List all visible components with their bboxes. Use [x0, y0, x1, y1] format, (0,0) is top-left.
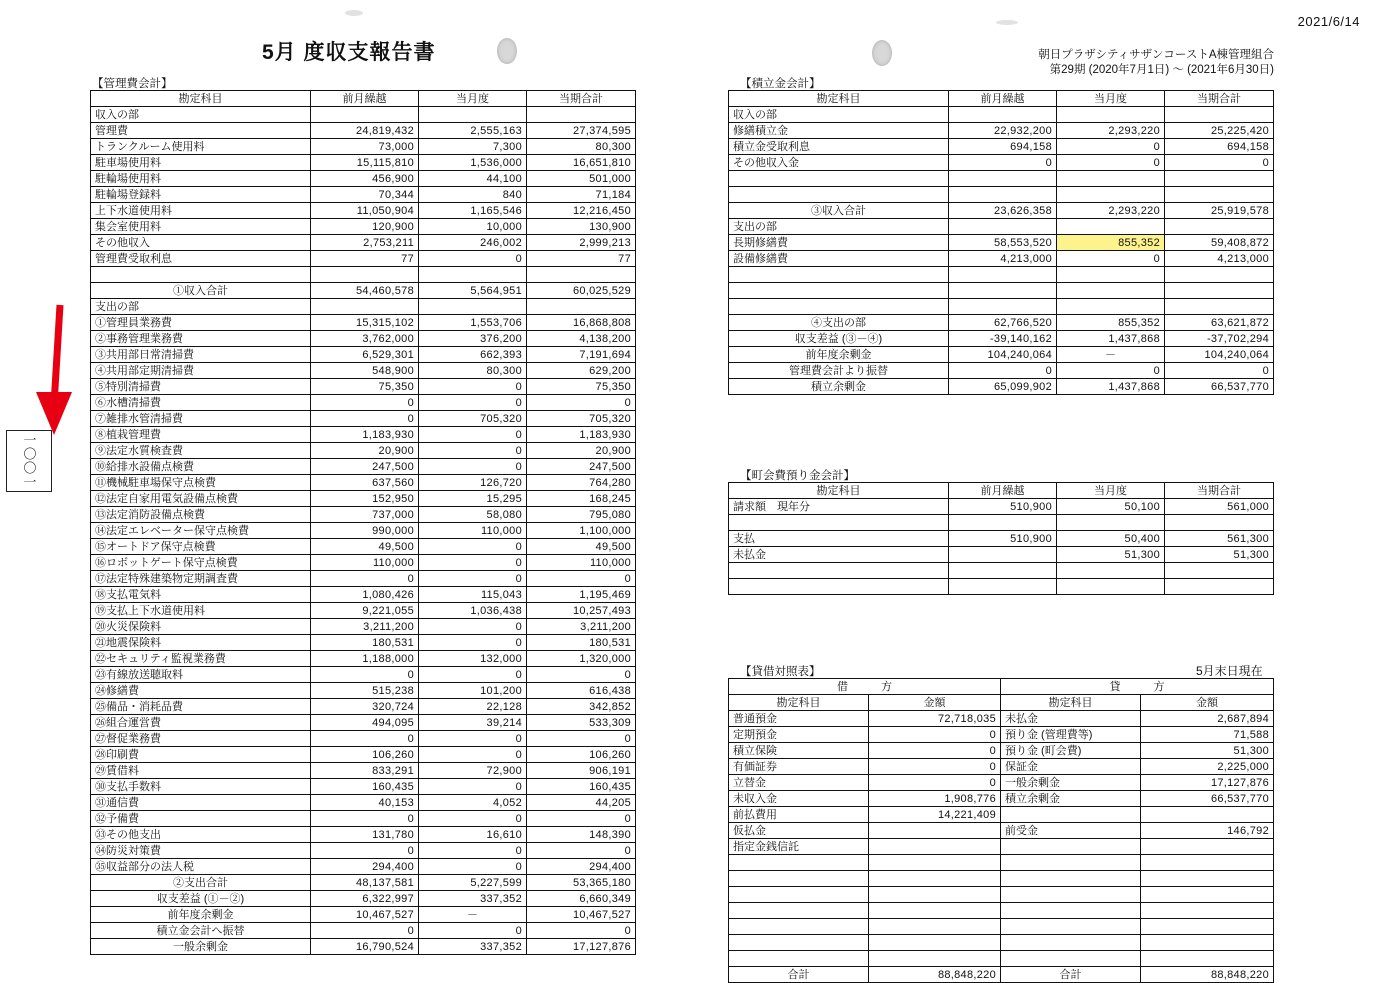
- table-row: [729, 171, 1274, 187]
- table-row: ①管理員業務費 15,315,102 1,553,706 16,868,808: [91, 315, 636, 331]
- table-row: ⑪機械駐車場保守点検費 637,560 126,720 764,280: [91, 475, 636, 491]
- balance-group-header-row: [729, 679, 1274, 695]
- table-row: [729, 283, 1274, 299]
- table-row: [729, 871, 1274, 887]
- table-row: ㉔修繕費 515,238 101,200 616,438: [91, 683, 636, 699]
- table-row: ⑩給排水設備点検費 247,500 0 247,500: [91, 459, 636, 475]
- balance-asof-label: 5月末日現在: [1196, 664, 1263, 678]
- table-header-row: 勘定科目 金額 勘定科目 金額: [729, 695, 1274, 711]
- highlighted-cell: 855,352: [1057, 235, 1165, 251]
- page-number-box: [6, 430, 52, 492]
- table-header-row: 勘定科目 前月繰越 当月度 当期合計: [729, 483, 1274, 499]
- table-row: ②事務管理業務費 3,762,000 376,200 4,138,200: [91, 331, 636, 347]
- table-row: ㉙賃借料 833,291 72,900 906,191: [91, 763, 636, 779]
- table-row: ⑧植栽管理費 1,183,930 0 1,183,930: [91, 427, 636, 443]
- table-row: ㉑地震保険料 180,531 0 180,531: [91, 635, 636, 651]
- table-row: [729, 299, 1274, 315]
- table-row: その他収入金 0 0 0: [729, 155, 1274, 171]
- balance-total-row: [729, 967, 1274, 983]
- table-row: 請求額 現年分 510,900 50,100 561,000: [729, 499, 1274, 515]
- table-row: 立替金 0 一般余剰金 17,127,876: [729, 775, 1274, 791]
- table-row: ⑤特別清掃費 75,350 0 75,350: [91, 379, 636, 395]
- scan-smudge-top-right: [996, 20, 1018, 25]
- table-row: 駐車場使用料 15,115,810 1,536,000 16,651,810: [91, 155, 636, 171]
- section-header-row: 収入の部: [729, 107, 1274, 123]
- hole-punch-mark-right: [872, 40, 892, 66]
- summary-row: 積立余剰金 65,099,902 1,437,868 66,537,770: [729, 379, 1274, 395]
- table-row: 前払費用 14,221,409: [729, 807, 1274, 823]
- credit-total-label: 合計: [1001, 967, 1141, 983]
- chokai-caption: 【町会費預り金会計】: [740, 470, 855, 482]
- table-row: 修繕積立金 22,932,200 2,293,220 25,225,420: [729, 123, 1274, 139]
- table-row: 駐輪場使用料 456,900 44,100 501,000: [91, 171, 636, 187]
- table-row: ㉗督促業務費 0 0 0: [91, 731, 636, 747]
- section-header-row: [91, 299, 636, 315]
- table-row: 未収入金 1,908,776 積立余剰金 66,537,770: [729, 791, 1274, 807]
- expense-section-label: 支出の部: [91, 299, 311, 315]
- summary-row: 前年度余剰金 104,240,064 － 104,240,064: [729, 347, 1274, 363]
- table-row: その他収入 2,753,211 246,002 2,999,213: [91, 235, 636, 251]
- chokai-table: [728, 482, 1274, 595]
- organization-period: 第29期 (2020年7月1日) ～ (2021年6月30日): [1049, 64, 1274, 76]
- expense-total-row: ②支出合計 48,137,581 5,227,599 53,365,180: [91, 875, 636, 891]
- organization-name: 朝日プラザシティサザンコーストA棟管理組合: [1038, 49, 1274, 61]
- debit-total-amount: 88,848,220: [869, 967, 1001, 983]
- table-row: 管理費 24,819,432 2,555,163 27,374,595: [91, 123, 636, 139]
- debit-group-header: 借 方: [729, 679, 1001, 695]
- table-row: ⑲支払上下水道使用料 9,221,055 1,036,438 10,257,493: [91, 603, 636, 619]
- table-row: 上下水道使用料 11,050,904 1,165,546 12,216,450: [91, 203, 636, 219]
- table-row: ⑳火災保険料 3,211,200 0 3,211,200: [91, 619, 636, 635]
- income-total-row: ③収入合計 23,626,358 2,293,220 25,919,578: [729, 203, 1274, 219]
- income-section-label: 収入の部: [91, 107, 311, 123]
- tsumitate-table: [728, 90, 1274, 395]
- table-row: 駐輪場登録料 70,344 840 71,184: [91, 187, 636, 203]
- summary-row: 前年度余剰金 10,467,527 － 10,467,527: [91, 907, 636, 923]
- table-row: ④共用部定期清掃費 548,900 80,300 629,200: [91, 363, 636, 379]
- income-total-row: ①収入合計 54,460,578 5,564,951 60,025,529: [91, 283, 636, 299]
- kanrihi-table: [90, 90, 636, 955]
- table-row: ⑭法定エレベーター保守点検費 990,000 110,000 1,100,000: [91, 523, 636, 539]
- tsumitate-caption: 【積立金会計】: [740, 78, 821, 90]
- date-stamp: 2021/6/14: [1297, 14, 1360, 29]
- table-row: 有価証券 0 保証金 2,225,000: [729, 759, 1274, 775]
- table-row: ⑱支払電気料 1,080,426 115,043 1,195,469: [91, 587, 636, 603]
- table-row: [729, 563, 1274, 579]
- table-row: ㉒セキュリティ監視業務費 1,188,000 132,000 1,320,000: [91, 651, 636, 667]
- table-row: [729, 951, 1274, 967]
- summary-row: 管理費会計より振替 0 0 0: [729, 363, 1274, 379]
- summary-row: 積立金会計へ振替 0 0 0: [91, 923, 636, 939]
- summary-row: 収支差益 (③－④) -39,140,162 1,437,868 -37,702,294: [729, 331, 1274, 347]
- table-row: ⑨法定水質検査費 20,900 0 20,900: [91, 443, 636, 459]
- credit-total-amount: 88,848,220: [1141, 967, 1274, 983]
- table-row: [729, 515, 1274, 531]
- table-row: ⑮オートドア保守点検費 49,500 0 49,500: [91, 539, 636, 555]
- table-row: 指定金銭信託: [729, 839, 1274, 855]
- kanrihi-caption: 【管理費会計】: [92, 78, 173, 90]
- table-row: ⑦雑排水管清掃費 0 705,320 705,320: [91, 411, 636, 427]
- table-row: [729, 919, 1274, 935]
- table-row: 集会室使用料 120,900 10,000 130,900: [91, 219, 636, 235]
- table-row: ⑯ロボットゲート保守点検費 110,000 0 110,000: [91, 555, 636, 571]
- page-title: 5月 度収支報告書: [262, 41, 436, 64]
- section-header-row: [91, 107, 636, 123]
- summary-row: 収支差益 (①－②) 6,322,997 337,352 6,660,349: [91, 891, 636, 907]
- table-row: ⑰法定特殊建築物定期調査費 0 0 0: [91, 571, 636, 587]
- col-month: 当月度: [419, 91, 527, 107]
- table-row: [729, 855, 1274, 871]
- table-row: 支払 510,900 50,400 561,300: [729, 531, 1274, 547]
- balance-caption: 【貸借対照表】: [740, 666, 821, 678]
- summary-row: 一般余剰金 16,790,524 337,352 17,127,876: [91, 939, 636, 955]
- table-row: [729, 935, 1274, 951]
- table-row: 積立金受取利息 694,158 0 694,158: [729, 139, 1274, 155]
- hole-punch-mark-left: [497, 38, 517, 64]
- table-header-row: [91, 91, 636, 107]
- table-row: ㉖組合運営費 494,095 39,214 533,309: [91, 715, 636, 731]
- table-row: ㉘印刷費 106,260 0 106,260: [91, 747, 636, 763]
- table-row: 未払金 51,300 51,300: [729, 547, 1274, 563]
- table-row: [729, 187, 1274, 203]
- table-row: [91, 267, 636, 283]
- table-row: 管理費受取利息 77 0 77: [91, 251, 636, 267]
- col-prev: 前月繰越: [311, 91, 419, 107]
- table-row: トランクルーム使用料 73,000 7,300 80,300: [91, 139, 636, 155]
- page-number-label: 一〇〇一: [21, 433, 37, 489]
- table-row: ㉜予備費 0 0 0: [91, 811, 636, 827]
- table-row: 定期預金 0 預り金 (管理費等) 71,588: [729, 727, 1274, 743]
- balance-sheet-table: [728, 678, 1274, 983]
- credit-group-header: 貸 方: [1001, 679, 1274, 695]
- table-row: ③共用部日常清掃費 6,529,301 662,393 7,191,694: [91, 347, 636, 363]
- red-arrow-annotation: [22, 300, 82, 445]
- table-row: ㉞防災対策費 0 0 0: [91, 843, 636, 859]
- table-row: 普通預金 72,718,035 未払金 2,687,894: [729, 711, 1274, 727]
- table-row: [729, 267, 1274, 283]
- table-row: 仮払金 前受金 146,792: [729, 823, 1274, 839]
- table-row: ㉓有線放送聴取料 0 0 0: [91, 667, 636, 683]
- table-row: 設備修繕費 4,213,000 0 4,213,000: [729, 251, 1274, 267]
- table-row: ㉟収益部分の法人税 294,400 0 294,400: [91, 859, 636, 875]
- organization-block: [1038, 48, 1274, 78]
- table-row: [729, 579, 1274, 595]
- table-row: [729, 887, 1274, 903]
- table-row: ㉝その他支出 131,780 16,610 148,390: [91, 827, 636, 843]
- section-header-row: 支出の部: [729, 219, 1274, 235]
- table-row: 長期修繕費 58,553,520 855,352 59,408,872: [729, 235, 1274, 251]
- table-row: ㉛通信費 40,153 4,052 44,205: [91, 795, 636, 811]
- table-row: ㉕備品・消耗品費 320,724 22,128 342,852: [91, 699, 636, 715]
- table-row: ⑥水槽清掃費 0 0 0: [91, 395, 636, 411]
- col-total: 当期合計: [527, 91, 636, 107]
- expense-total-row: ④支出の部 62,766,520 855,352 63,621,872: [729, 315, 1274, 331]
- scan-smudge-top: [345, 10, 363, 16]
- table-header-row: 勘定科目 前月繰越 当月度 当期合計: [729, 91, 1274, 107]
- debit-total-label: 合計: [729, 967, 869, 983]
- table-row: ㉚支払手数料 160,435 0 160,435: [91, 779, 636, 795]
- table-row: [729, 903, 1274, 919]
- table-row: 積立保険 0 預り金 (町会費) 51,300: [729, 743, 1274, 759]
- table-row: ⑬法定消防設備点検費 737,000 58,080 795,080: [91, 507, 636, 523]
- table-row: ⑫法定自家用電気設備点検費 152,950 15,295 168,245: [91, 491, 636, 507]
- col-account: 勘定科目: [91, 91, 311, 107]
